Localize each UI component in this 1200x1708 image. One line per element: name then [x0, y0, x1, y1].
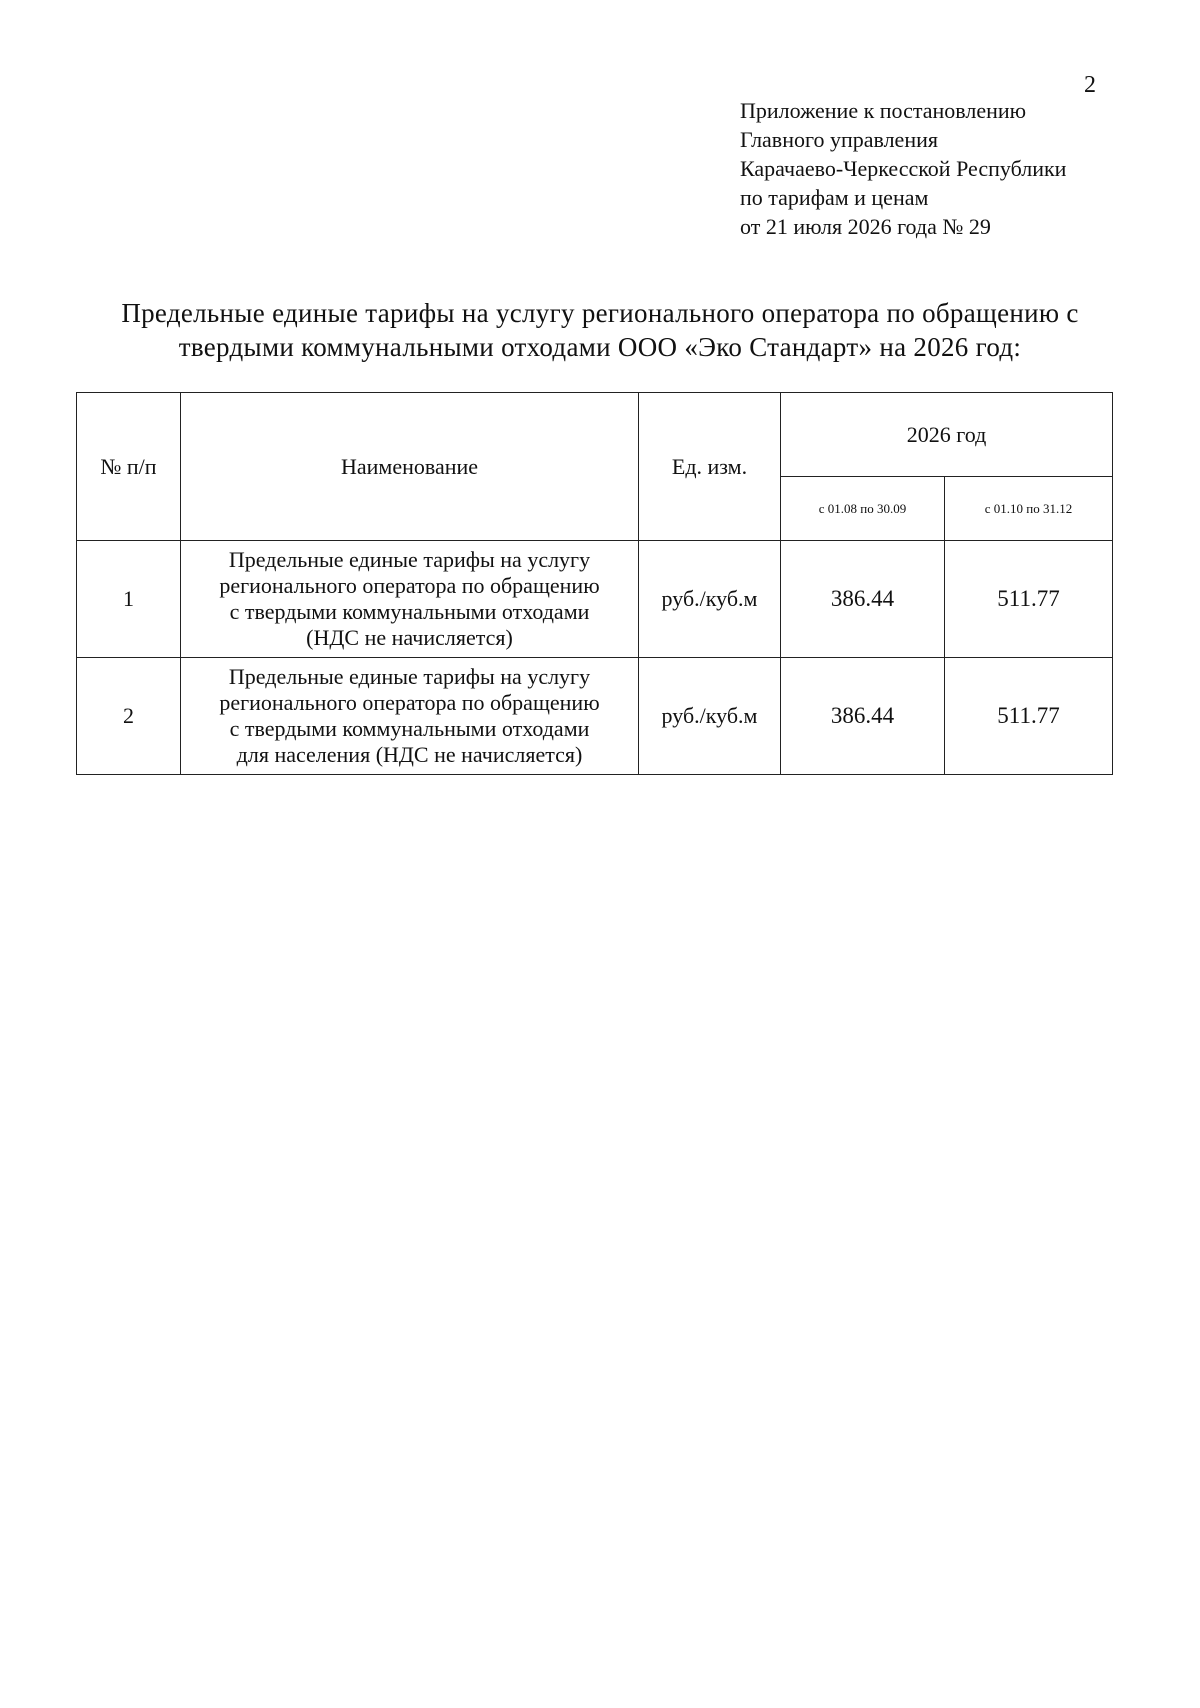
- row-value-period-2: 511.77: [945, 658, 1113, 775]
- row-name-line: Предельные единые тарифы на услугу: [228, 547, 591, 572]
- row-name-line: (НДС не начисляется): [306, 625, 513, 650]
- table-row: [77, 658, 1113, 775]
- row-value-period-2: 511.77: [945, 541, 1113, 658]
- row-num: 2: [77, 658, 181, 775]
- row-name: [181, 658, 639, 775]
- row-unit: руб./куб.м: [639, 541, 781, 658]
- appendix-line: Главного управления: [740, 127, 938, 152]
- table-row: [77, 541, 1113, 658]
- page-number: 2: [1084, 72, 1096, 98]
- tariff-table: [76, 392, 1113, 775]
- appendix-line: Приложение к постановлению: [740, 98, 1027, 123]
- header-name: Наименование: [181, 393, 639, 541]
- appendix-line: Карачаево-Черкесской Республики: [740, 156, 1067, 181]
- row-value-period-1: 386.44: [781, 541, 945, 658]
- row-name-line: регионального оператора по обращению: [219, 573, 600, 598]
- appendix-header: [740, 96, 1066, 241]
- appendix-line: от 21 июля 2026 года № 29: [740, 214, 991, 239]
- row-unit: руб./куб.м: [639, 658, 781, 775]
- title-line: Предельные единые тарифы на услугу регионального оператора по обращению с: [121, 298, 1079, 328]
- appendix-line: по тарифам и ценам: [740, 185, 929, 210]
- document-title: [60, 296, 1140, 364]
- row-name-line: для населения (НДС не начисляется): [236, 742, 583, 767]
- header-num: № п/п: [77, 393, 181, 541]
- row-name-line: с твердыми коммунальными отходами: [229, 599, 590, 624]
- row-name-line: Предельные единые тарифы на услугу: [228, 664, 591, 689]
- title-line: твердыми коммунальными отходами ООО «Эко Стандарт» на 2026 год:: [178, 332, 1022, 362]
- header-period-1: с 01.08 по 30.09: [781, 477, 945, 541]
- row-value-period-1: 386.44: [781, 658, 945, 775]
- table-header-row: [77, 393, 1113, 477]
- header-period-2: с 01.10 по 31.12: [945, 477, 1113, 541]
- row-name-line: регионального оператора по обращению: [219, 690, 600, 715]
- row-num: 1: [77, 541, 181, 658]
- row-name-line: с твердыми коммунальными отходами: [229, 716, 590, 741]
- header-year: 2026 год: [781, 393, 1113, 477]
- header-unit: Ед. изм.: [639, 393, 781, 541]
- row-name: [181, 541, 639, 658]
